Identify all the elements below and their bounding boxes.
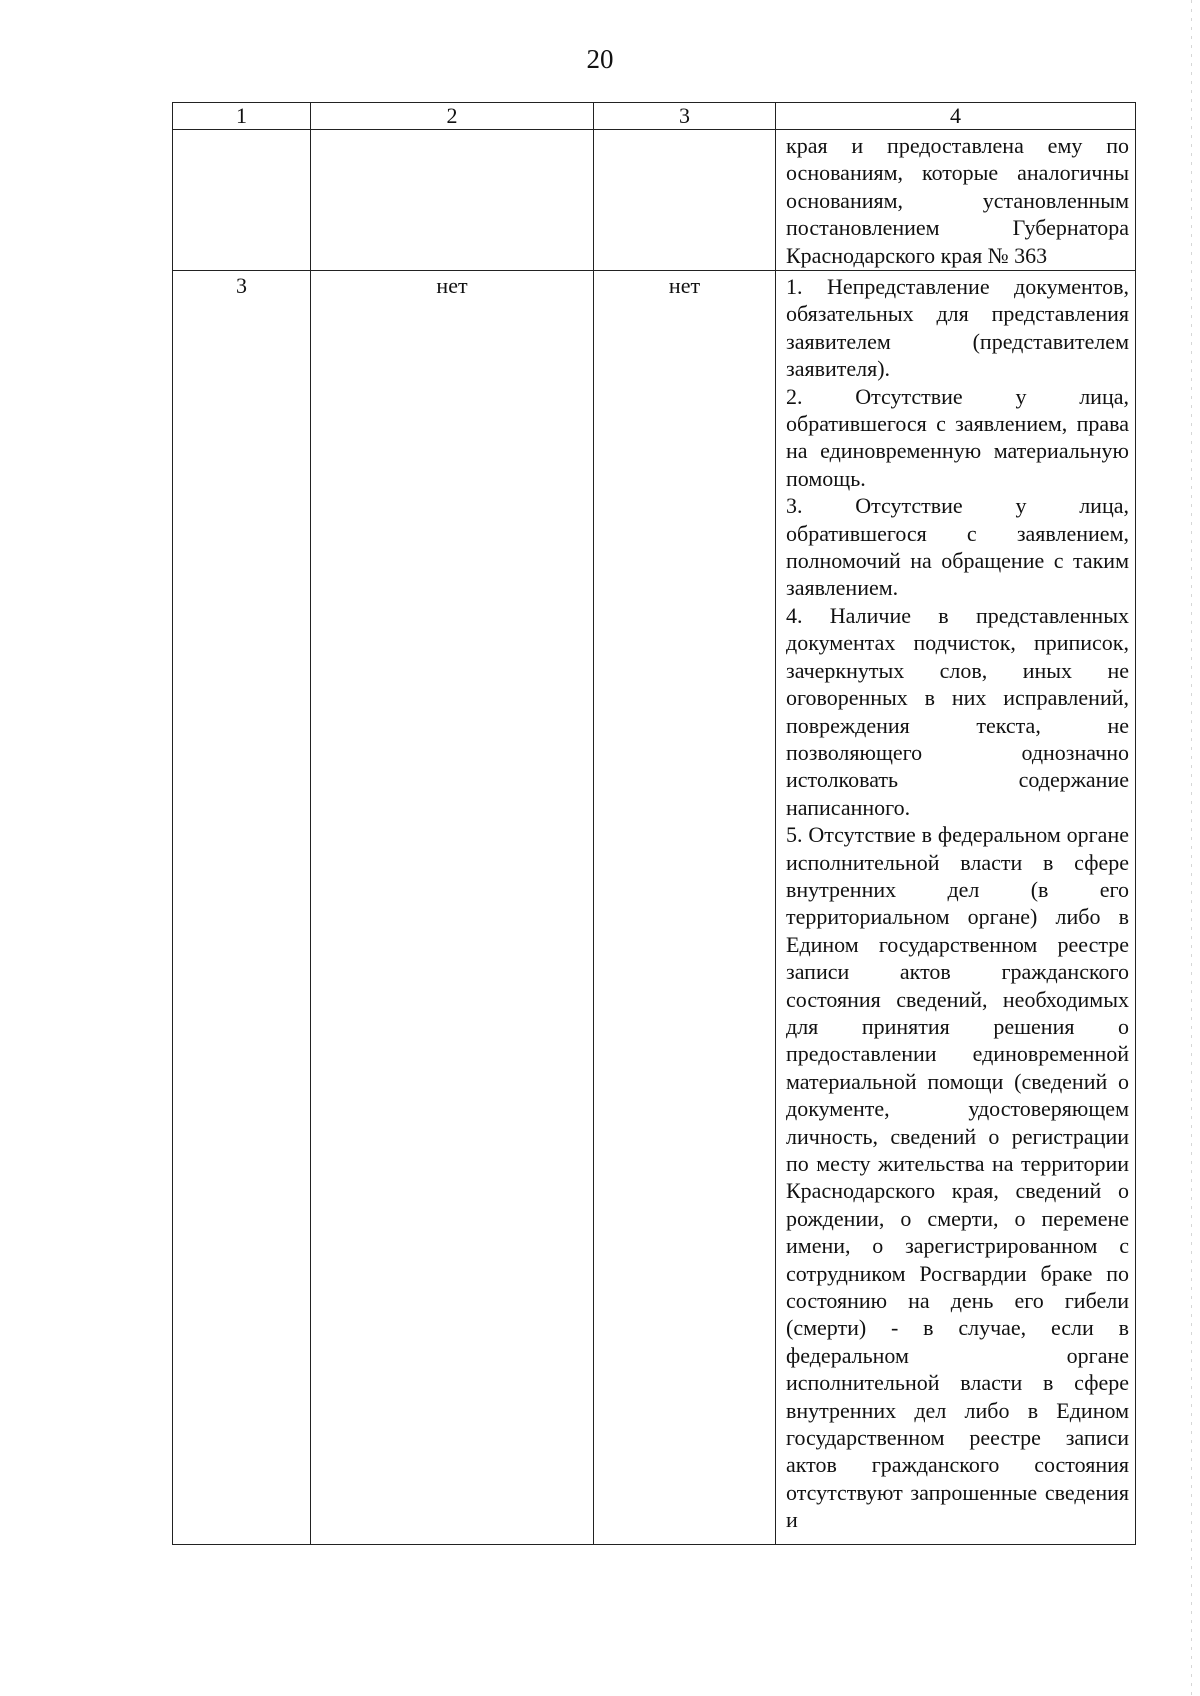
ground-item-5: 5. Отсутствие в федеральном органе исполнительной власти в сфере внутренних дел (в его территориальном органе) либо в Едином государственном реестре записи актов гражданского состояния сведений, необходимых для принятия решения о предоставлении единовременной материальной помощи (сведений о документе, удостоверяющем личность, сведений о регистрации по месту жительства на территории Краснодарского края, сведений о рождении, о смерти, о перемене имени, о зарегистрированном с сотрудником Росгвардии браке по состоянию на день его гибели (смерти) - в случае, если в федеральном органе исполнительной власти в сфере внутренних дел либо в Едином государственном реестре записи актов гражданского состояния отсутствуют запрошенные сведения и (786, 822, 1129, 1533)
header-col-2: 2 (311, 103, 594, 130)
cell-empty (594, 130, 776, 271)
cell-empty (311, 130, 594, 271)
ground-item-3: 3. Отсутствие у лица, обратившегося с заявлением, полномочий на обращение с таким заявлением. (786, 493, 1129, 601)
table-header-row (173, 103, 1136, 130)
grounds-list-cell (776, 271, 1136, 1545)
col3-cell (594, 271, 776, 1545)
ground-item-4: 4. Наличие в представленных документах подчисток, приписок, зачеркнутых слов, иных не оговоренных в них исправлений, повреждения текста, не позволяющего однозначно истолковать содержание написанного. (786, 602, 1129, 820)
table-row-continuation (173, 130, 1136, 271)
row-number-cell (173, 271, 311, 1545)
ground-item-2: 2. Отсутствие у лица, обратившегося с заявлением, права на единовременную материальную помощь. (786, 383, 1129, 491)
col2-value: нет (436, 273, 468, 298)
header-col-4: 4 (776, 103, 1136, 130)
header-col-3: 3 (594, 103, 776, 130)
col2-cell (311, 271, 594, 1545)
cell-empty (173, 130, 311, 271)
table-row-3 (173, 271, 1136, 1545)
continuation-text-cell (776, 130, 1136, 271)
continuation-text: края и предоставлена ему по основаниям, которые аналогичны основаниям, установленным постановлением Губернатора Краснодарского края № 363 (786, 133, 1129, 268)
ground-item-1: 1. Непредставление документов, обязательных для представления заявителем (представителем заявителя). (786, 274, 1129, 382)
header-col-1: 1 (173, 103, 311, 130)
col3-value: нет (668, 273, 701, 298)
scan-edge-artifact (1191, 0, 1192, 1696)
requirements-table (172, 102, 1136, 1545)
row-number: 3 (236, 273, 247, 298)
page-number: 20 (586, 44, 614, 74)
